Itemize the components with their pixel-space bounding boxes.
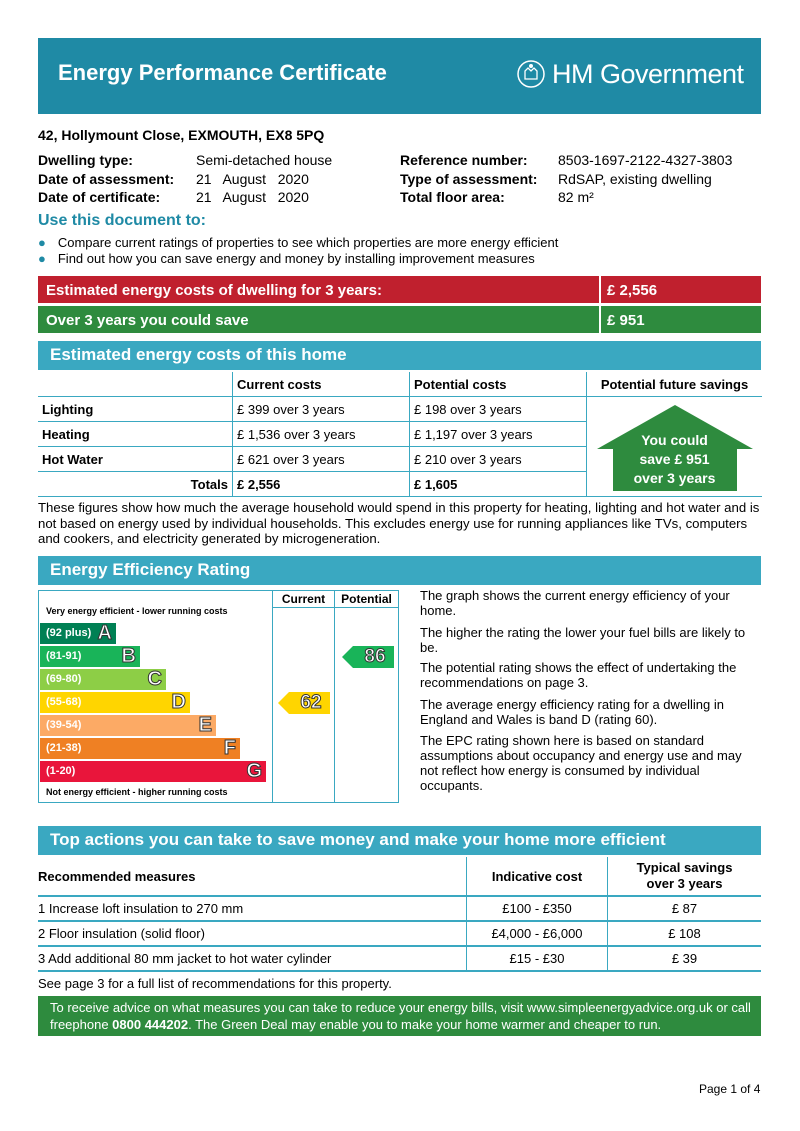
- future-savings-header: Potential future savings: [587, 372, 763, 397]
- band-letter: D: [171, 691, 186, 713]
- estimated-cost-label: Estimated energy costs of dwelling for 3 years:: [46, 282, 382, 299]
- reference-label: Reference number:: [400, 152, 528, 168]
- table-row: [38, 946, 761, 971]
- bottom-caption: Not energy efficient - higher running costs: [46, 787, 228, 797]
- savings-arrow-cell: [587, 397, 763, 497]
- footer-text: To receive advice on what measures you can take to reduce your energy bills, visit www.simpleenergyadvice.org.uk or call freephone: [50, 1000, 751, 1032]
- table-row: [38, 397, 762, 422]
- rating-band-e: [40, 715, 216, 736]
- rating-band-a: [40, 623, 116, 644]
- current-costs-header: Current costs: [233, 372, 410, 397]
- heating-current: £ 1,536 over 3 years: [233, 422, 410, 447]
- heating-label: Heating: [38, 422, 233, 447]
- lighting-current: £ 399 over 3 years: [233, 397, 410, 422]
- hot-water-label: Hot Water: [38, 447, 233, 472]
- bullet-text: Compare current ratings of properties to see which properties are more energy efficient: [57, 235, 559, 250]
- actions-section-heading: Top actions you can take to save money and make your home more efficient: [38, 826, 761, 855]
- floor-area-value: 82 m²: [558, 189, 594, 205]
- assessment-type-label: Type of assessment:: [400, 171, 538, 187]
- band-letter: C: [147, 668, 162, 690]
- band-letter: F: [223, 737, 236, 759]
- page-title: Energy Performance Certificate: [58, 60, 387, 85]
- arrow-text-line1: You could: [641, 432, 708, 448]
- table-row: [38, 921, 761, 946]
- band-letter: G: [246, 760, 262, 782]
- measure-1: 1 Increase loft insulation to 270 mm: [38, 896, 467, 921]
- arrow-text-line2: save £ 951: [639, 451, 710, 467]
- freephone-number: 0800 444202: [112, 1017, 189, 1032]
- lighting-potential: £ 198 over 3 years: [410, 397, 587, 422]
- table-row: [38, 372, 762, 397]
- band-range: (92 plus): [46, 627, 92, 639]
- efficiency-paragraph: The average energy efficiency rating for a dwelling in England and Wales is band D (rating 60).: [420, 697, 724, 727]
- gov-logo: [514, 56, 744, 92]
- band-letter: E: [198, 714, 212, 736]
- efficiency-paragraph: The EPC rating shown here is based on standard assumptions about occupancy and energy use and may not reflect how energy is consumed by individual occupants.: [420, 733, 742, 793]
- header-banner: [38, 38, 761, 114]
- heating-potential: £ 1,197 over 3 years: [410, 422, 587, 447]
- current-rating-arrow: [278, 692, 330, 719]
- measure-2: 2 Floor insulation (solid floor): [38, 921, 467, 946]
- measures-header: Recommended measures: [38, 857, 467, 896]
- band-range: (81-91): [46, 650, 82, 662]
- crest-icon: [514, 59, 548, 89]
- rating-band-f: [40, 738, 240, 759]
- certificate-date-value: 21 August 2020: [196, 189, 309, 205]
- band-range: (55-68): [46, 696, 82, 708]
- rating-band-d: [40, 692, 190, 713]
- list-item: [38, 251, 535, 266]
- band-range: (39-54): [46, 719, 82, 731]
- band-range: (1-20): [46, 765, 76, 777]
- measure-1-saving: £ 87: [608, 896, 762, 921]
- rating-band-g: [40, 761, 266, 782]
- current-column-header: Current: [281, 592, 326, 606]
- costs-note: These figures show how much the average household would spend in this property for heating, lighting and hot water and is not based on energy used by individual households. This excludes energy use for running appliances like TVs, computers and cookers, and electricity generated by microgeneration.: [38, 500, 760, 546]
- potential-costs-header: Potential costs: [410, 372, 587, 397]
- bullet-icon: ●: [38, 251, 46, 266]
- estimated-cost-bar: [38, 276, 761, 303]
- savings-label: Over 3 years you could save: [46, 312, 249, 329]
- assessment-type-value: RdSAP, existing dwelling: [558, 171, 712, 187]
- totals-potential: £ 1,605: [410, 472, 587, 497]
- band-range: (69-80): [46, 673, 82, 685]
- band-range: (21-38): [46, 742, 82, 754]
- measure-3-cost: £15 - £30: [467, 946, 608, 971]
- top-caption: Very energy efficient - lower running costs: [46, 606, 228, 616]
- actions-table: [38, 857, 761, 972]
- costs-table: [38, 372, 762, 497]
- list-item: [38, 235, 558, 250]
- estimated-cost-value: £ 2,556: [607, 282, 658, 299]
- arrow-text-line3: over 3 years: [633, 470, 716, 486]
- efficiency-paragraph: The graph shows the current energy efficiency of your home.: [420, 588, 730, 618]
- reference-value: 8503-1697-2122-4327-3803: [558, 152, 733, 168]
- table-row: [38, 857, 761, 896]
- band-letter: B: [121, 645, 136, 667]
- footer-text-2: . The Green Deal may enable you to make your home warmer and cheaper to run.: [188, 1017, 662, 1032]
- potential-rating-value: 86: [364, 646, 386, 667]
- band-letter: A: [97, 622, 112, 644]
- measure-2-cost: £4,000 - £6,000: [467, 921, 608, 946]
- rating-band-b: [40, 646, 140, 667]
- rating-band-c: [40, 669, 166, 690]
- page-number: Page 1 of 4: [699, 1082, 761, 1096]
- potential-rating-arrow: [342, 646, 394, 673]
- floor-area-label: Total floor area:: [400, 189, 505, 205]
- dwelling-type-value: Semi-detached house: [196, 152, 333, 168]
- savings-header: Typical savings over 3 years: [608, 857, 762, 896]
- hot-water-potential: £ 210 over 3 years: [410, 447, 587, 472]
- bullet-text: Find out how you can save energy and money by installing improvement measures: [57, 251, 535, 266]
- assessment-date-value: 21 August 2020: [196, 171, 309, 187]
- costs-section-heading: Estimated energy costs of this home: [38, 341, 761, 370]
- totals-current: £ 2,556: [233, 472, 410, 497]
- bullet-icon: ●: [38, 235, 46, 250]
- measure-3-saving: £ 39: [608, 946, 762, 971]
- assessment-date-label: Date of assessment:: [38, 171, 175, 187]
- measure-1-cost: £100 - £350: [467, 896, 608, 921]
- property-address: 42, Hollymount Close, EXMOUTH, EX8 5PQ: [38, 127, 325, 143]
- current-rating-value: 62: [300, 692, 322, 713]
- certificate-date-label: Date of certificate:: [38, 189, 161, 205]
- totals-label: Totals: [38, 472, 233, 497]
- measure-2-saving: £ 108: [608, 921, 762, 946]
- advice-footer: [38, 996, 761, 1036]
- measure-3: 3 Add additional 80 mm jacket to hot water cylinder: [38, 946, 467, 971]
- gov-logo-text: HM Government: [552, 58, 744, 89]
- table-row: [38, 896, 761, 921]
- savings-value: £ 951: [607, 312, 645, 329]
- potential-column-header: Potential: [341, 592, 392, 606]
- use-document-heading: Use this document to:: [38, 212, 207, 229]
- see-page-note: See page 3 for a full list of recommendations for this property.: [38, 976, 392, 991]
- efficiency-paragraph: The potential rating shows the effect of undertaking the recommendations on page 3.: [420, 660, 737, 690]
- efficiency-section-heading: Energy Efficiency Rating: [38, 556, 761, 585]
- efficiency-paragraph: The higher the rating the lower your fuel bills are likely to be.: [420, 625, 746, 655]
- savings-bar: [38, 306, 761, 333]
- hot-water-current: £ 621 over 3 years: [233, 447, 410, 472]
- dwelling-type-label: Dwelling type:: [38, 152, 133, 168]
- lighting-label: Lighting: [38, 397, 233, 422]
- cost-header: Indicative cost: [467, 857, 608, 896]
